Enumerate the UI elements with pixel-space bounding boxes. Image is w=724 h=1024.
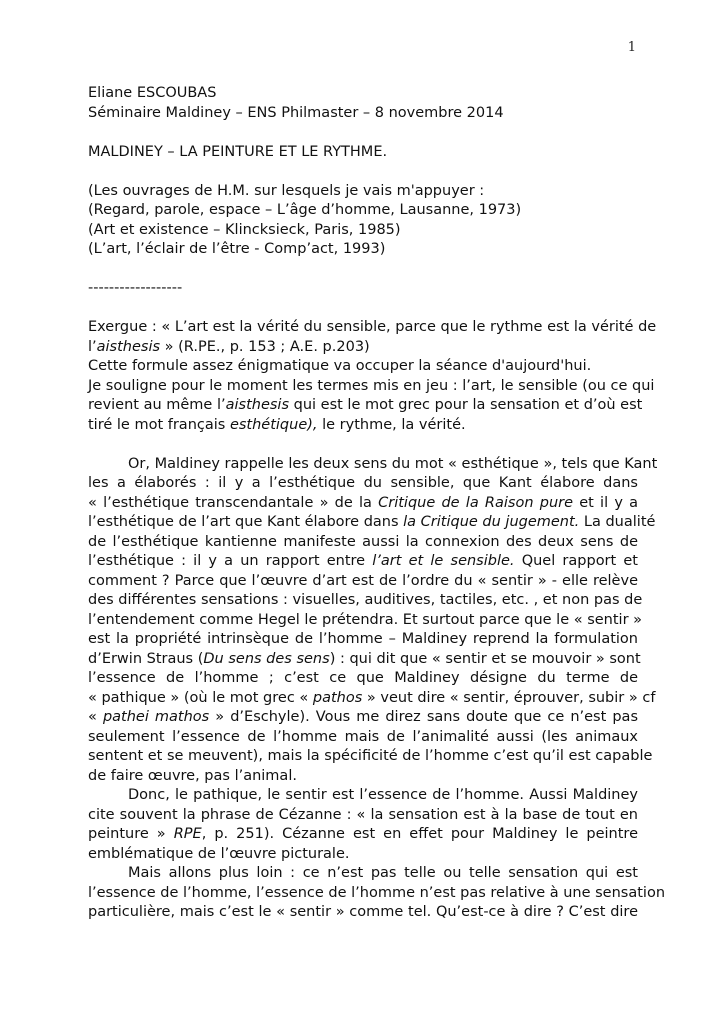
text-line: seulement l’essence de l’homme mais de l’animalité aussi (les animaux (88, 728, 638, 745)
text-line: « l’esthétique transcendantale » de la Critique de la Raison pure et il y a (88, 494, 638, 511)
text-line: l’aisthesis » (R.PE., p. 153 ; A.E. p.203) (88, 338, 370, 355)
text-line: comment ? Parce que l’œuvre d’art est de l’ordre du « sentir » - elle relève (88, 572, 638, 589)
source-line: (Regard, parole, espace – L’âge d’homme, Lausanne, 1973) (88, 202, 522, 218)
text-line: l’essence de l’homme, l’essence de l’homme n’est pas relative à une sensation (88, 884, 666, 901)
source-line: (Les ouvrages de H.M. sur lesquels je vais m'appuyer : (88, 182, 485, 199)
seminar-line: Séminaire Maldiney – ENS Philmaster – 8 novembre 2014 (88, 104, 504, 121)
paragraph (88, 864, 666, 923)
text-line: l’esthétique : il y a un rapport entre l’art et le sensible. Quel rapport et (88, 553, 638, 569)
text-line: particulière, mais c’est le « sentir » comme tel. Qu’est-ce à dire ? C’est dire (88, 904, 638, 920)
document-body (88, 84, 666, 923)
text-line: Exergue : « L’art est la vérité du sensible, parce que le rythme est la vérité de (88, 319, 657, 335)
separator-line: ------------------ (88, 280, 183, 296)
page-number: 1 (627, 40, 636, 55)
text-line: l’entendement comme Hegel le prétendra. Et surtout parce que le « sentir » (88, 611, 643, 628)
source-line: (Art et existence – Klincksieck, Paris, 1985) (88, 221, 401, 238)
text-line: Je souligne pour le moment les termes mis en jeu : l’art, le sensible (ou ce qui (88, 377, 655, 394)
text-line: l’essence de l’homme ; c’est ce que Maldiney désigne du terme de (88, 670, 638, 686)
header-block (88, 84, 638, 123)
text-line: des différentes sensations : visuelles, auditives, tactiles, etc. , et non pas de (88, 592, 643, 608)
text-line: Cette formule assez énigmatique va occuper la séance d'aujourd'hui. (88, 358, 592, 374)
text-line: l’esthétique de l’art que Kant élabore dans la Critique du jugement. La dualité (88, 514, 656, 530)
text-line: est la propriété intrinsèque de l’homme – Maldiney reprend la formulation (88, 631, 638, 647)
text-line: tiré le mot français esthétique), le rythme, la vérité. (88, 416, 466, 433)
text-line: peinture » RPE, p. 251). Cézanne est en effet pour Maldiney le peintre (88, 826, 638, 842)
author-line: Eliane ESCOUBAS (88, 85, 217, 101)
text-line: Donc, le pathique, le sentir est l’essence de l’homme. Aussi Maldiney (128, 787, 638, 803)
text-line: d’Erwin Straus (Du sens des sens) : qui dit que « sentir et se mouvoir » sont (88, 650, 641, 667)
paragraph (88, 455, 658, 787)
text-line: les a élaborés : il y a l’esthétique du sensible, que Kant élabore dans (88, 475, 638, 491)
text-line: revient au même l’aisthesis qui est le mot grec pour la sensation et d’où est (88, 397, 643, 413)
text-line: « pathique » (où le mot grec « pathos » veut dire « sentir, éprouver, subir » cf (88, 689, 656, 706)
text-line: de faire œuvre, pas l’animal. (88, 767, 297, 784)
paragraph (88, 786, 638, 864)
source-line: (L’art, l’éclair de l’être - Comp’act, 1993) (88, 241, 386, 257)
text-line: emblématique de l’œuvre picturale. (88, 845, 350, 862)
text-line: Or, Maldiney rappelle les deux sens du mot « esthétique », tels que Kant (128, 455, 658, 472)
text-line: cite souvent la phrase de Cézanne : « la sensation est à la base de tout en (88, 806, 638, 823)
text-line: de l’esthétique kantienne manifeste aussi la connexion des deux sens de (88, 533, 638, 550)
text-line: « pathei mathos » d’Eschyle). Vous me direz sans doute que ce n’est pas (88, 709, 638, 725)
exergue-block (88, 318, 657, 435)
sources-block (88, 182, 638, 260)
text-line: sentent et se meuvent), mais la spécificité de l’homme c’est qu’il est capable (88, 748, 653, 764)
text-line: Mais allons plus loin : ce n’est pas telle ou telle sensation qui est (128, 865, 638, 881)
document-title: MALDINEY – LA PEINTURE ET LE RYTHME. (88, 143, 388, 160)
